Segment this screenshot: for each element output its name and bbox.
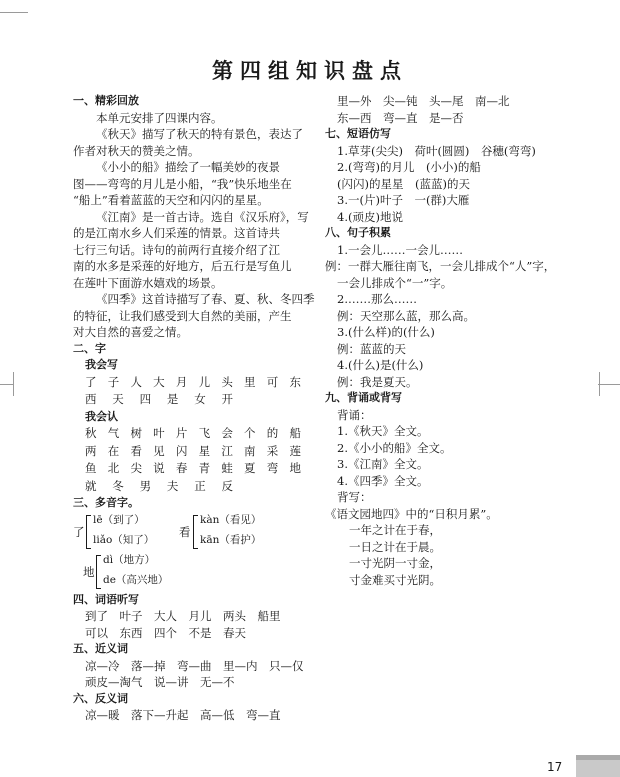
char: 鱼 bbox=[85, 461, 97, 475]
char: 东 bbox=[289, 374, 301, 389]
char-row bbox=[73, 391, 237, 409]
polyphone-group-le-kan bbox=[73, 512, 305, 552]
char: 江 bbox=[221, 443, 233, 458]
poem-line: 寸金难买寸光阴。 bbox=[349, 572, 441, 587]
char: 两 bbox=[85, 443, 97, 458]
char-row bbox=[73, 425, 305, 443]
write-label: 背写： bbox=[337, 490, 372, 504]
char: 尖 bbox=[130, 461, 142, 475]
text-line: 《语文园地四》中的“日积月累”。 bbox=[325, 506, 498, 521]
char: 头 bbox=[221, 374, 233, 389]
sub-heading: 我会认 bbox=[85, 409, 118, 423]
text-line: 一会儿排成个“一”字。 bbox=[337, 275, 453, 290]
char: 弯 bbox=[266, 461, 279, 475]
char: 看 bbox=[130, 443, 142, 458]
right-column bbox=[325, 93, 555, 588]
char: 在 bbox=[107, 443, 120, 458]
text-line: 4.(顽皮)地说 bbox=[337, 209, 403, 224]
text-line: 2.(弯弯)的月儿 (小小)的船 bbox=[337, 160, 481, 174]
char: 西 bbox=[85, 392, 97, 406]
text-line: 可以 东西 四个 不是 春天 bbox=[85, 625, 246, 640]
char: 见 bbox=[153, 443, 165, 458]
text-line: (闪闪)的星星 (蓝蓝)的天 bbox=[337, 176, 470, 191]
section-heading: 八、句子积累 bbox=[325, 226, 391, 239]
recite-label: 背诵： bbox=[337, 407, 372, 422]
crop-mark-top bbox=[0, 12, 28, 13]
text-line: 东—西 弯—直 是—否 bbox=[337, 110, 464, 125]
text-line: 《江南》是一首古诗。选自《汉乐府》，写 bbox=[96, 209, 309, 224]
polyphone-reading: kān（看护） bbox=[200, 533, 262, 546]
char: 春 bbox=[175, 461, 188, 475]
char: 莲 bbox=[289, 443, 301, 458]
char: 船 bbox=[289, 426, 301, 440]
text-line: 1.草芽(尖尖) 荷叶(圆圆) 谷穗(弯弯) bbox=[337, 143, 536, 158]
text-line: 4.《四季》全文。 bbox=[337, 473, 429, 488]
char: 青 bbox=[198, 461, 211, 475]
char: 男 bbox=[139, 478, 152, 493]
char: 树 bbox=[130, 426, 142, 440]
char: 正 bbox=[194, 478, 206, 493]
text-line: “船上”看着蓝蓝的天空和闪闪的星星。 bbox=[73, 193, 269, 207]
polyphone-char: 看 bbox=[179, 524, 191, 539]
char: 天 bbox=[112, 392, 124, 406]
text-line: 《秋天》描写了秋天的特有景色，表达了 bbox=[96, 127, 303, 141]
crop-mark-right-v bbox=[599, 372, 600, 396]
char: 反 bbox=[221, 478, 233, 493]
section-heading: 三、多音字。 bbox=[73, 496, 139, 509]
page-number-tab-top bbox=[576, 755, 620, 760]
text-line: 3.(什么样)的(什么) bbox=[337, 325, 435, 339]
text-line: 3.《江南》全文。 bbox=[337, 457, 429, 471]
section-heading: 一、精彩回放 bbox=[73, 94, 139, 107]
polyphone-char: 了 bbox=[73, 524, 85, 539]
char: 蛙 bbox=[221, 461, 233, 475]
char: 了 bbox=[85, 374, 97, 389]
char-row bbox=[73, 374, 305, 392]
crop-mark-right-h bbox=[598, 384, 620, 385]
text-line: 南的水多是采莲的好地方，后五行是写鱼儿 bbox=[73, 259, 292, 273]
text-line: 《四季》这首诗描写了春、夏、秋、冬四季 bbox=[96, 292, 315, 306]
char: 的 bbox=[266, 426, 279, 440]
poem-line: 一寸光阴一寸金， bbox=[349, 556, 441, 570]
text-line: 本单元安排了四课内容。 bbox=[96, 110, 223, 125]
char: 里 bbox=[244, 374, 256, 389]
section-heading: 四、词语听写 bbox=[73, 592, 139, 606]
char: 说 bbox=[153, 461, 165, 475]
text-line: 图——弯弯的月儿是小船，“我”快乐地坐在 bbox=[73, 176, 292, 191]
char: 秋 bbox=[85, 426, 97, 440]
char: 儿 bbox=[198, 374, 211, 389]
char-row bbox=[73, 478, 237, 496]
poem-line: 一日之计在于晨。 bbox=[349, 539, 441, 554]
text-line: 2.……那么…… bbox=[337, 292, 417, 306]
char: 星 bbox=[198, 443, 211, 458]
page-number: 17 bbox=[547, 760, 563, 774]
polyphone-group-di bbox=[73, 552, 305, 592]
poem-line: 一年之计在于春， bbox=[349, 523, 441, 537]
text-line: 的是江南水乡人们采莲的情景。这首诗共 bbox=[73, 226, 280, 240]
char: 叶 bbox=[153, 426, 165, 440]
char: 飞 bbox=[198, 426, 211, 440]
crop-mark-left-v bbox=[13, 372, 14, 396]
text-line: 的特征，让我们感受到大自然的美丽，产生 bbox=[73, 308, 292, 323]
char: 北 bbox=[107, 461, 120, 475]
brace bbox=[96, 555, 101, 589]
text-line: 《小小的船》描绘了一幅美妙的夜景 bbox=[96, 160, 280, 174]
section-heading: 六、反义词 bbox=[73, 691, 128, 705]
char: 会 bbox=[221, 426, 233, 440]
section-heading: 七、短语仿写 bbox=[325, 127, 391, 140]
char: 夏 bbox=[244, 461, 256, 475]
text-line: 顽皮—淘气 说—讲 无—不 bbox=[85, 675, 235, 689]
brace bbox=[86, 515, 91, 549]
char: 地 bbox=[289, 461, 301, 475]
crop-mark-left-h bbox=[0, 384, 14, 385]
text-line: 例：蓝蓝的天 bbox=[337, 341, 406, 356]
section-heading: 五、近义词 bbox=[73, 642, 128, 655]
text-line: 例：天空那么蓝，那么高。 bbox=[337, 308, 475, 323]
char: 是 bbox=[166, 392, 179, 406]
char: 闪 bbox=[175, 443, 188, 458]
section-heading: 九、背诵或背写 bbox=[325, 391, 402, 404]
text-line: 里—外 尖—钝 头—尾 南—北 bbox=[337, 94, 510, 108]
char: 南 bbox=[244, 443, 256, 458]
text-line: 到了 叶子 大人 月儿 两头 船里 bbox=[85, 609, 281, 623]
polyphone-reading: kàn（看见） bbox=[200, 513, 262, 526]
text-line: 例：我是夏天。 bbox=[337, 374, 418, 389]
text-line: 1.一会儿……一会儿…… bbox=[337, 242, 463, 257]
char: 就 bbox=[85, 478, 97, 493]
char-row bbox=[73, 443, 305, 461]
char: 片 bbox=[175, 426, 188, 440]
char: 大 bbox=[153, 374, 165, 389]
polyphone-reading: lē（到了） bbox=[93, 513, 145, 526]
char-row bbox=[73, 460, 305, 478]
char: 开 bbox=[221, 392, 233, 406]
left-column bbox=[73, 93, 315, 724]
char: 冬 bbox=[112, 478, 124, 493]
char: 采 bbox=[266, 443, 279, 458]
brace bbox=[193, 515, 198, 549]
text-line: 2.《小小的船》全文。 bbox=[337, 440, 452, 455]
char: 气 bbox=[107, 426, 120, 440]
char: 子 bbox=[107, 374, 120, 389]
text-line: 七行三句话。诗句的前两行直接介绍了江 bbox=[73, 242, 280, 257]
page-title: 第四组知识盘点 bbox=[212, 59, 408, 83]
section-heading: 二、字 bbox=[73, 341, 106, 355]
text-line: 4.(什么)是(什么) bbox=[337, 358, 424, 372]
polyphone-reading: de（高兴地） bbox=[103, 573, 169, 586]
char: 四 bbox=[139, 392, 152, 406]
char: 女 bbox=[194, 392, 206, 406]
char: 个 bbox=[244, 426, 256, 440]
text-line: 凉—暖 落下—升起 高—低 弯—直 bbox=[85, 708, 281, 722]
polyphone-reading: dì（地方） bbox=[103, 553, 156, 566]
text-line: 作者对秋天的赞美之情。 bbox=[73, 143, 200, 158]
text-line: 凉—冷 落—掉 弯—曲 里—内 只—仅 bbox=[85, 658, 304, 673]
char: 月 bbox=[175, 374, 188, 389]
char: 人 bbox=[130, 374, 142, 389]
polyphone-char: 地 bbox=[83, 564, 95, 579]
text-line: 对大自然的喜爱之情。 bbox=[73, 325, 188, 339]
char: 夫 bbox=[166, 478, 179, 493]
text-line: 1.《秋天》全文。 bbox=[337, 424, 429, 438]
sub-heading: 我会写 bbox=[85, 358, 118, 371]
text-line: 3.一(片)叶子 一(群)大雁 bbox=[337, 193, 470, 207]
char: 可 bbox=[266, 374, 279, 389]
polyphone-reading: liǎo（知了） bbox=[93, 533, 155, 546]
text-line: 在莲叶下面游水嬉戏的场景。 bbox=[73, 275, 223, 290]
text-line: 例：一群大雁往南飞，一会儿排成个“人”字， bbox=[325, 259, 556, 273]
